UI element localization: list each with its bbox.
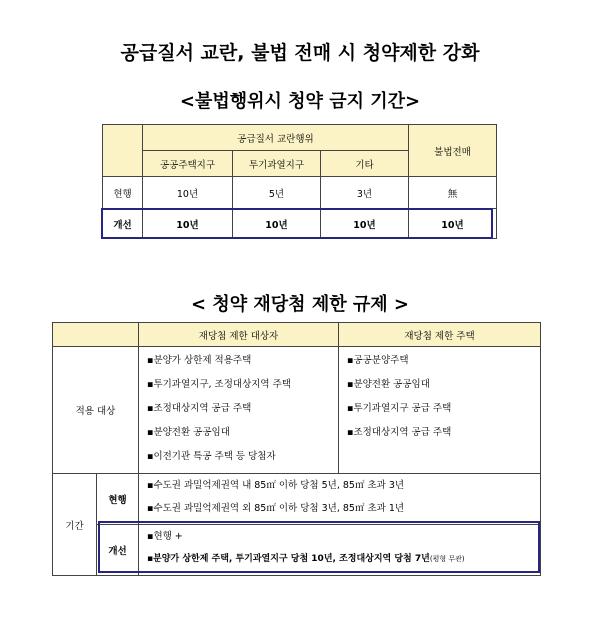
current-cell: [139, 474, 541, 525]
corner-cell: [103, 125, 143, 177]
list-item: ▪조정대상지역 공급 주택: [347, 427, 452, 438]
apply-label: 적용 대상: [53, 347, 139, 474]
improved-note: (평형 무관): [429, 555, 465, 563]
col-header: 공공주택지구: [143, 151, 233, 177]
cell: 10년: [143, 209, 233, 239]
current-label: 현행: [97, 474, 139, 525]
list-item: ▪공공분양주택: [347, 355, 409, 366]
cell: 10년: [409, 209, 497, 239]
cell: 5년: [233, 177, 321, 209]
row-label: 개선: [103, 209, 143, 239]
list-item: ▪분양전환 공공임대: [347, 379, 430, 390]
table-row: [103, 177, 497, 209]
list-item: ▪투기과열지구, 조정대상지역 주택: [147, 379, 291, 390]
improved-cell: [139, 525, 541, 576]
ban-period-table: [102, 124, 497, 239]
list-item: ▪수도권 과밀억제권역 내 85㎡ 이하 당첨 5년, 85㎡ 초과 3년: [147, 480, 405, 491]
rewin-restriction-table: [52, 322, 541, 576]
list-item: ▪조정대상지역 공급 주택: [147, 403, 252, 414]
illegal-resale-header: 불법전매: [409, 125, 497, 177]
cell: 10년: [321, 209, 409, 239]
list-item: ▪투기과열지구 공급 주택: [347, 403, 452, 414]
improved-label: 개선: [97, 525, 139, 576]
cell: 無: [409, 177, 497, 209]
cell: 10년: [233, 209, 321, 239]
list-item: ▪현행 +: [147, 531, 183, 542]
page-title: 공급질서 교란, 불법 전매 시 청약제한 강화: [120, 42, 480, 64]
col-header: 투기과열지구: [233, 151, 321, 177]
col-header: 재당첨 제한 주택: [339, 323, 541, 347]
col-header: 기타: [321, 151, 409, 177]
section2-heading: < 청약 재당첨 제한 규제 >: [191, 294, 409, 315]
list-item: ▪수도권 과밀억제권역 외 85㎡ 이하 당첨 3년, 85㎡ 초과 1년: [147, 503, 405, 514]
list-item: ▪이전기관 특공 주택 등 당첨자: [147, 451, 276, 462]
houses-cell: [339, 347, 541, 474]
col-header: 재당첨 제한 대상자: [139, 323, 339, 347]
row-label: 현행: [103, 177, 143, 209]
list-item: ▪분양전환 공공임대: [147, 427, 230, 438]
section1-heading: <불법행위시 청약 금지 기간>: [179, 91, 421, 112]
list-item: ▪분양가 상한제 적용주택: [147, 355, 252, 366]
corner-cell: [53, 323, 139, 347]
improved-text: ▪분양가 상한제 주택, 투기과열지구 당첨 10년, 조정대상지역 당첨 7년: [147, 554, 430, 564]
targets-cell: [139, 347, 339, 474]
period-label: 기간: [53, 474, 97, 576]
cell: 3년: [321, 177, 409, 209]
list-item: [147, 551, 540, 573]
group-header: 공급질서 교란행위: [143, 125, 409, 151]
table-row: [103, 209, 497, 239]
cell: 10년: [143, 177, 233, 209]
